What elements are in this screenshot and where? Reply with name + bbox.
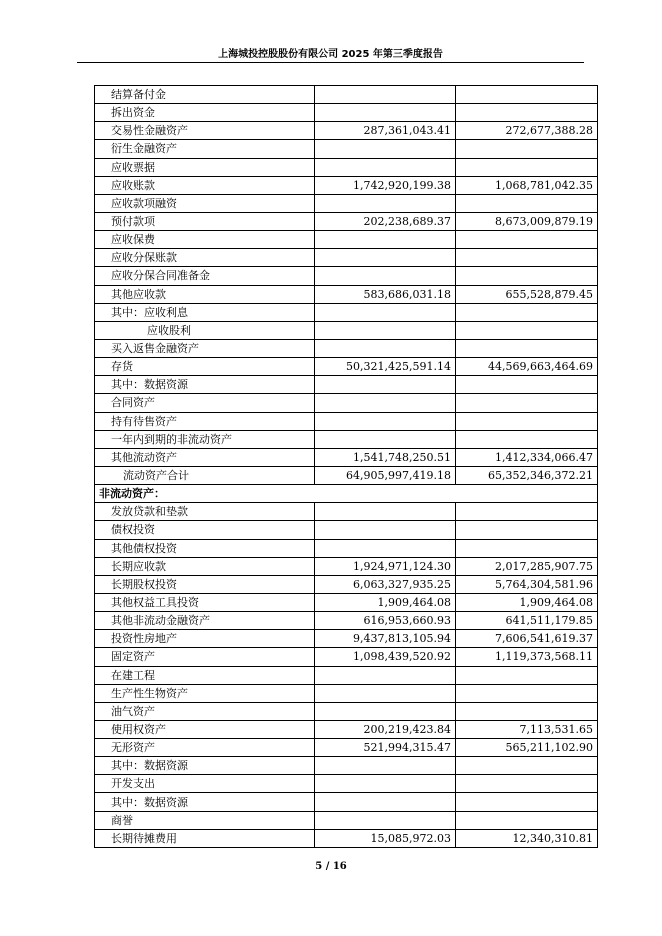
row-label: 应收股利 — [95, 321, 315, 339]
prior-period-value: 7,113,531.65 — [456, 720, 598, 738]
prior-period-value: 1,068,781,042.35 — [456, 176, 598, 194]
table-row — [95, 557, 598, 575]
row-label: 长期待摊费用 — [95, 829, 315, 847]
current-period-value — [315, 684, 456, 702]
row-label: 持有待售资产 — [95, 412, 315, 430]
row-label: 其中：数据资源 — [95, 376, 315, 394]
prior-period-value — [456, 793, 598, 811]
section-heading-row — [95, 485, 598, 503]
prior-period-value — [456, 539, 598, 557]
row-label: 其他权益工具投资 — [95, 593, 315, 611]
prior-period-value — [456, 140, 598, 158]
prior-period-value: 5,764,304,581.96 — [456, 575, 598, 593]
row-label: 其他债权投资 — [95, 539, 315, 557]
row-label: 交易性金融资产 — [95, 122, 315, 140]
table-row — [95, 285, 598, 303]
row-label: 其他流动资产 — [95, 448, 315, 466]
current-period-value: 1,909,464.08 — [315, 593, 456, 611]
current-period-value: 616,953,660.93 — [315, 612, 456, 630]
current-period-value: 1,924,971,124.30 — [315, 557, 456, 575]
current-period-value — [315, 539, 456, 557]
prior-period-value — [456, 339, 598, 357]
current-period-value: 202,238,689.37 — [315, 212, 456, 230]
table-row — [95, 394, 598, 412]
prior-period-value — [456, 104, 598, 122]
current-period-value — [315, 757, 456, 775]
table-row — [95, 158, 598, 176]
row-label: 衍生金融资产 — [95, 140, 315, 158]
row-label: 应收分保合同准备金 — [95, 267, 315, 285]
prior-period-value: 655,528,879.45 — [456, 285, 598, 303]
prior-period-value — [456, 412, 598, 430]
current-period-value — [315, 793, 456, 811]
table-row — [95, 303, 598, 321]
current-period-value — [315, 104, 456, 122]
current-period-value: 15,085,972.03 — [315, 829, 456, 847]
prior-period-value: 44,569,663,464.69 — [456, 358, 598, 376]
current-period-value — [315, 303, 456, 321]
current-period-value — [315, 158, 456, 176]
table-row — [95, 575, 598, 593]
table-row — [95, 86, 598, 104]
row-label: 债权投资 — [95, 521, 315, 539]
current-period-value: 1,098,439,520.92 — [315, 648, 456, 666]
row-label: 存货 — [95, 358, 315, 376]
row-label: 在建工程 — [95, 666, 315, 684]
table-row — [95, 104, 598, 122]
prior-period-value: 1,119,373,568.11 — [456, 648, 598, 666]
prior-period-value: 12,340,310.81 — [456, 829, 598, 847]
prior-period-value — [456, 231, 598, 249]
prior-period-value — [456, 321, 598, 339]
prior-period-value — [456, 430, 598, 448]
table-row — [95, 249, 598, 267]
table-row — [95, 757, 598, 775]
row-label: 合同资产 — [95, 394, 315, 412]
current-period-value — [315, 775, 456, 793]
row-label: 应收票据 — [95, 158, 315, 176]
table-row — [95, 321, 598, 339]
report-header: 上海城投控股股份有限公司 2025 年第三季度报告 — [218, 49, 443, 60]
row-label: 应收款项融资 — [95, 194, 315, 212]
current-period-value — [315, 521, 456, 539]
section-heading: 非流动资产： — [95, 485, 598, 503]
current-period-value — [315, 412, 456, 430]
prior-period-value: 1,412,334,066.47 — [456, 448, 598, 466]
table-row — [95, 267, 598, 285]
row-label: 开发支出 — [95, 775, 315, 793]
current-period-value — [315, 249, 456, 267]
prior-period-value: 272,677,388.28 — [456, 122, 598, 140]
row-label: 其中：数据资源 — [95, 793, 315, 811]
current-period-value — [315, 666, 456, 684]
table-row — [95, 339, 598, 357]
prior-period-value — [456, 503, 598, 521]
row-label: 应收账款 — [95, 176, 315, 194]
prior-period-value — [456, 666, 598, 684]
row-label: 发放贷款和垫款 — [95, 503, 315, 521]
row-label: 拆出资金 — [95, 104, 315, 122]
current-period-value — [315, 339, 456, 357]
prior-period-value — [456, 303, 598, 321]
row-label: 其中：应收利息 — [95, 303, 315, 321]
prior-period-value — [456, 775, 598, 793]
prior-period-value: 2,017,285,907.75 — [456, 557, 598, 575]
row-label: 其中：数据资源 — [95, 757, 315, 775]
current-period-value — [315, 430, 456, 448]
current-period-value: 6,063,327,935.25 — [315, 575, 456, 593]
table-row — [95, 593, 598, 611]
table-row — [95, 702, 598, 720]
prior-period-value — [456, 158, 598, 176]
current-period-value — [315, 321, 456, 339]
table-row — [95, 811, 598, 829]
prior-period-value: 1,909,464.08 — [456, 593, 598, 611]
current-period-value — [315, 267, 456, 285]
row-label: 流动资产合计 — [95, 466, 315, 484]
table-row — [95, 630, 598, 648]
current-period-value: 287,361,043.41 — [315, 122, 456, 140]
current-period-value — [315, 376, 456, 394]
current-period-value: 9,437,813,105.94 — [315, 630, 456, 648]
table-row — [95, 448, 598, 466]
table-row — [95, 775, 598, 793]
current-period-value: 64,905,997,419.18 — [315, 466, 456, 484]
prior-period-value — [456, 394, 598, 412]
table-row — [95, 793, 598, 811]
table-row — [95, 648, 598, 666]
table-row — [95, 829, 598, 847]
current-period-value: 1,742,920,199.38 — [315, 176, 456, 194]
table-row — [95, 684, 598, 702]
prior-period-value — [456, 376, 598, 394]
table-row — [95, 430, 598, 448]
row-label: 一年内到期的非流动资产 — [95, 430, 315, 448]
row-label: 生产性生物资产 — [95, 684, 315, 702]
prior-period-value — [456, 702, 598, 720]
table-row — [95, 412, 598, 430]
row-label: 固定资产 — [95, 648, 315, 666]
current-period-value — [315, 140, 456, 158]
current-period-value: 583,686,031.18 — [315, 285, 456, 303]
prior-period-value — [456, 86, 598, 104]
row-label: 结算备付金 — [95, 86, 315, 104]
row-label: 长期股权投资 — [95, 575, 315, 593]
table-row-subtotal — [95, 466, 598, 484]
prior-period-value — [456, 684, 598, 702]
prior-period-value — [456, 194, 598, 212]
prior-period-value: 65,352,346,372.21 — [456, 466, 598, 484]
table-row — [95, 376, 598, 394]
prior-period-value — [456, 249, 598, 267]
table-row — [95, 140, 598, 158]
table-row — [95, 358, 598, 376]
table-row — [95, 122, 598, 140]
balance-sheet-table — [94, 85, 598, 848]
row-label: 投资性房地产 — [95, 630, 315, 648]
table-row — [95, 212, 598, 230]
current-period-value — [315, 503, 456, 521]
page-number: 5 / 16 — [315, 861, 347, 872]
header-divider — [77, 62, 584, 63]
prior-period-value — [456, 521, 598, 539]
table-row — [95, 612, 598, 630]
prior-period-value — [456, 811, 598, 829]
current-period-value: 50,321,425,591.14 — [315, 358, 456, 376]
current-period-value — [315, 702, 456, 720]
table-row — [95, 739, 598, 757]
row-label: 应收分保账款 — [95, 249, 315, 267]
current-period-value — [315, 86, 456, 104]
table-row — [95, 176, 598, 194]
row-label: 买入返售金融资产 — [95, 339, 315, 357]
row-label: 使用权资产 — [95, 720, 315, 738]
current-period-value: 200,219,423.84 — [315, 720, 456, 738]
prior-period-value — [456, 757, 598, 775]
prior-period-value: 8,673,009,879.19 — [456, 212, 598, 230]
row-label: 商誉 — [95, 811, 315, 829]
current-period-value: 521,994,315.47 — [315, 739, 456, 757]
current-period-value — [315, 394, 456, 412]
row-label: 油气资产 — [95, 702, 315, 720]
current-period-value — [315, 231, 456, 249]
row-label: 长期应收款 — [95, 557, 315, 575]
table-row — [95, 503, 598, 521]
table-row — [95, 194, 598, 212]
current-period-value — [315, 194, 456, 212]
row-label: 其他非流动金融资产 — [95, 612, 315, 630]
row-label: 预付款项 — [95, 212, 315, 230]
row-label: 无形资产 — [95, 739, 315, 757]
table-row — [95, 539, 598, 557]
table-row — [95, 666, 598, 684]
current-period-value — [315, 811, 456, 829]
table-row — [95, 521, 598, 539]
prior-period-value: 641,511,179.85 — [456, 612, 598, 630]
row-label: 其他应收款 — [95, 285, 315, 303]
prior-period-value: 7,606,541,619.37 — [456, 630, 598, 648]
prior-period-value: 565,211,102.90 — [456, 739, 598, 757]
table-row — [95, 231, 598, 249]
current-period-value: 1,541,748,250.51 — [315, 448, 456, 466]
table-row — [95, 720, 598, 738]
prior-period-value — [456, 267, 598, 285]
row-label: 应收保费 — [95, 231, 315, 249]
